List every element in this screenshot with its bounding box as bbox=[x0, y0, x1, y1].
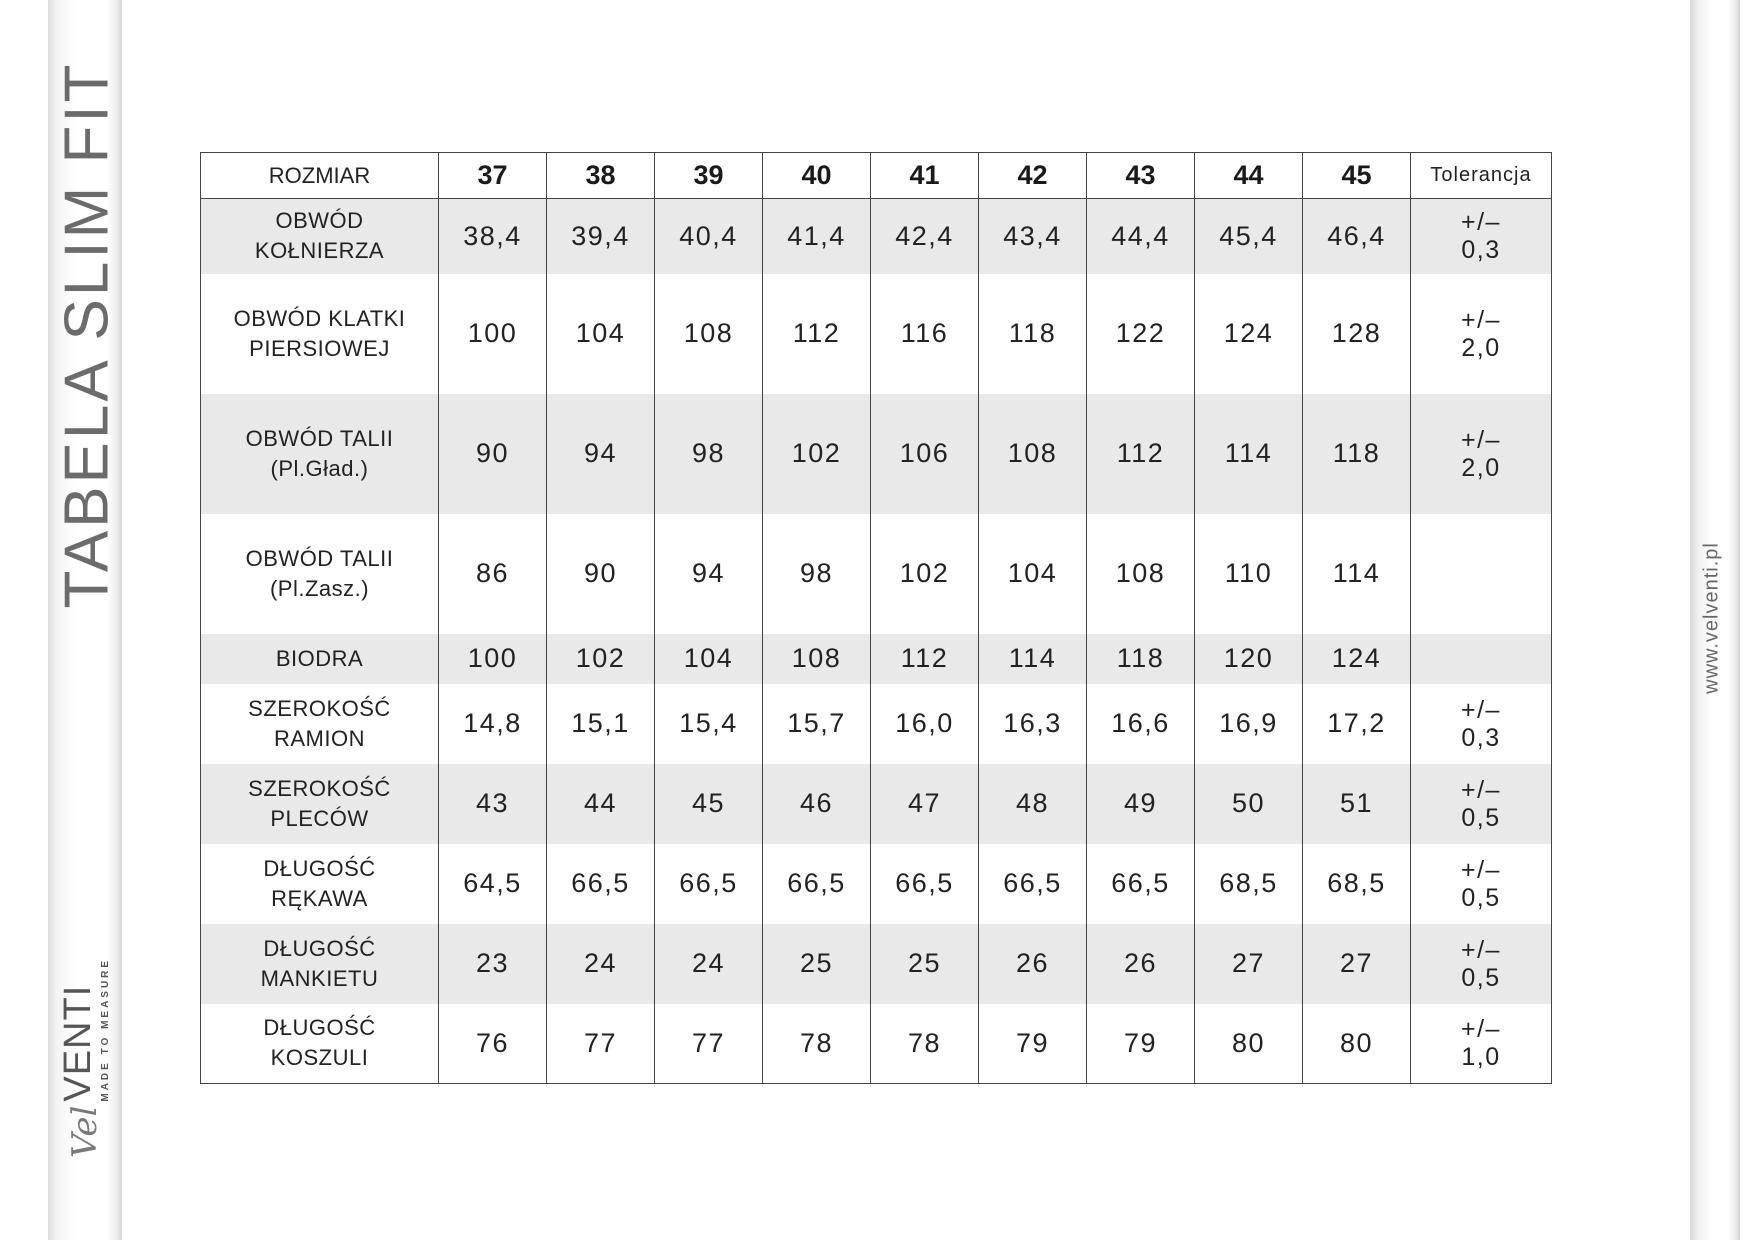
table-header-row bbox=[201, 153, 1552, 199]
logo-brand: VENTI bbox=[57, 984, 99, 1102]
tolerance-line: 2,0 bbox=[1461, 333, 1501, 362]
tolerance-line: +/– bbox=[1461, 208, 1501, 237]
table-row bbox=[201, 634, 1552, 684]
row-label bbox=[201, 684, 439, 764]
size-value-cell: 114 bbox=[979, 634, 1087, 684]
tolerance-line: 0,3 bbox=[1461, 236, 1501, 265]
size-header: 45 bbox=[1303, 153, 1411, 199]
row-label-line: DŁUGOŚĆ bbox=[263, 1015, 376, 1041]
size-value-cell: 42,4 bbox=[871, 199, 979, 274]
size-value-cell: 43,4 bbox=[979, 199, 1087, 274]
size-value-cell: 27 bbox=[1303, 924, 1411, 1004]
size-value-cell: 76 bbox=[439, 1004, 547, 1084]
size-value-cell: 80 bbox=[1303, 1004, 1411, 1084]
website-url: www.velventi.pl bbox=[1700, 542, 1723, 694]
size-value-cell: 38,4 bbox=[439, 199, 547, 274]
tolerance-line: 0,3 bbox=[1461, 723, 1501, 752]
size-value-cell: 100 bbox=[439, 634, 547, 684]
size-value-cell: 66,5 bbox=[979, 844, 1087, 924]
size-value-cell: 104 bbox=[655, 634, 763, 684]
size-value-cell: 68,5 bbox=[1195, 844, 1303, 924]
tolerance-cell bbox=[1411, 274, 1552, 394]
size-value-cell: 112 bbox=[1087, 394, 1195, 514]
size-value-cell: 120 bbox=[1195, 634, 1303, 684]
logo-script: Vel bbox=[65, 1105, 105, 1159]
size-value-cell: 118 bbox=[1303, 394, 1411, 514]
size-value-cell: 112 bbox=[871, 634, 979, 684]
row-label-line: (Pl.Zasz.) bbox=[269, 575, 370, 601]
row-label-line: DŁUGOŚĆ bbox=[263, 935, 376, 961]
size-value-cell: 90 bbox=[439, 394, 547, 514]
size-value-cell: 80 bbox=[1195, 1004, 1303, 1084]
row-label-line: RĘKAWA bbox=[271, 885, 368, 911]
size-value-cell: 77 bbox=[655, 1004, 763, 1084]
size-table bbox=[200, 152, 1552, 1084]
size-value-cell: 66,5 bbox=[871, 844, 979, 924]
size-value-cell: 94 bbox=[655, 514, 763, 634]
tolerance-cell bbox=[1411, 199, 1552, 274]
size-value-cell: 66,5 bbox=[547, 844, 655, 924]
size-value-cell: 24 bbox=[655, 924, 763, 1004]
size-value-cell: 27 bbox=[1195, 924, 1303, 1004]
size-value-cell: 114 bbox=[1195, 394, 1303, 514]
size-value-cell: 41,4 bbox=[763, 199, 871, 274]
size-value-cell: 26 bbox=[979, 924, 1087, 1004]
size-value-cell: 17,2 bbox=[1303, 684, 1411, 764]
row-label-line: OBWÓD TALII bbox=[245, 545, 394, 571]
size-value-cell: 26 bbox=[1087, 924, 1195, 1004]
size-value-cell: 114 bbox=[1303, 514, 1411, 634]
size-value-cell: 124 bbox=[1303, 634, 1411, 684]
size-value-cell: 48 bbox=[979, 764, 1087, 844]
tolerance-line: +/– bbox=[1461, 935, 1501, 964]
size-value-cell: 98 bbox=[763, 514, 871, 634]
table-row bbox=[201, 274, 1552, 394]
size-value-cell: 78 bbox=[871, 1004, 979, 1084]
tolerance-cell bbox=[1411, 924, 1552, 1004]
size-value-cell: 116 bbox=[871, 274, 979, 394]
size-header: 39 bbox=[655, 153, 763, 199]
header-label: ROZMIAR bbox=[201, 153, 439, 199]
table-row bbox=[201, 514, 1552, 634]
row-label-line: SZEROKOŚĆ bbox=[248, 695, 391, 721]
row-label bbox=[201, 844, 439, 924]
size-value-cell: 108 bbox=[979, 394, 1087, 514]
size-value-cell: 124 bbox=[1195, 274, 1303, 394]
size-value-cell: 68,5 bbox=[1303, 844, 1411, 924]
size-value-cell: 16,0 bbox=[871, 684, 979, 764]
size-header: 44 bbox=[1195, 153, 1303, 199]
tolerance-line: 0,5 bbox=[1461, 803, 1501, 832]
size-value-cell: 45,4 bbox=[1195, 199, 1303, 274]
size-header: 38 bbox=[547, 153, 655, 199]
row-label bbox=[201, 514, 439, 634]
size-value-cell: 15,1 bbox=[547, 684, 655, 764]
tolerance-line: +/– bbox=[1461, 305, 1501, 334]
size-header: 41 bbox=[871, 153, 979, 199]
size-value-cell: 104 bbox=[547, 274, 655, 394]
size-value-cell: 106 bbox=[871, 394, 979, 514]
size-value-cell: 49 bbox=[1087, 764, 1195, 844]
page-title: TABELA SLIM FIT bbox=[52, 61, 122, 609]
size-value-cell: 46,4 bbox=[1303, 199, 1411, 274]
row-label-line: RAMION bbox=[274, 725, 365, 751]
size-value-cell: 86 bbox=[439, 514, 547, 634]
size-value-cell: 94 bbox=[547, 394, 655, 514]
size-value-cell: 16,6 bbox=[1087, 684, 1195, 764]
size-value-cell: 108 bbox=[763, 634, 871, 684]
size-value-cell: 90 bbox=[547, 514, 655, 634]
brand-logo bbox=[59, 958, 111, 1158]
size-value-cell: 14,8 bbox=[439, 684, 547, 764]
row-label bbox=[201, 764, 439, 844]
row-label-line: OBWÓD KLATKI bbox=[233, 305, 406, 331]
size-value-cell: 15,4 bbox=[655, 684, 763, 764]
row-label-line: PIERSIOWEJ bbox=[249, 335, 390, 361]
size-value-cell: 40,4 bbox=[655, 199, 763, 274]
row-label-line: OBWÓD bbox=[275, 208, 364, 234]
tolerance-line: 2,0 bbox=[1461, 453, 1501, 482]
row-label-line: (Pl.Gład.) bbox=[270, 455, 369, 481]
row-label bbox=[201, 924, 439, 1004]
row-label-line: BIODRA bbox=[275, 645, 364, 671]
size-value-cell: 102 bbox=[763, 394, 871, 514]
row-label-line: DŁUGOŚĆ bbox=[263, 855, 376, 881]
size-value-cell: 79 bbox=[979, 1004, 1087, 1084]
size-value-cell: 44 bbox=[547, 764, 655, 844]
size-value-cell: 50 bbox=[1195, 764, 1303, 844]
tolerance-cell bbox=[1411, 514, 1552, 634]
table-row bbox=[201, 1004, 1552, 1084]
size-value-cell: 110 bbox=[1195, 514, 1303, 634]
tolerance-line: +/– bbox=[1461, 1015, 1501, 1044]
size-value-cell: 102 bbox=[871, 514, 979, 634]
tolerance-header: Tolerancja bbox=[1411, 153, 1552, 199]
size-value-cell: 43 bbox=[439, 764, 547, 844]
size-header: 42 bbox=[979, 153, 1087, 199]
size-value-cell: 79 bbox=[1087, 1004, 1195, 1084]
size-value-cell: 78 bbox=[763, 1004, 871, 1084]
size-value-cell: 77 bbox=[547, 1004, 655, 1084]
size-value-cell: 118 bbox=[1087, 634, 1195, 684]
size-value-cell: 100 bbox=[439, 274, 547, 394]
row-label bbox=[201, 634, 439, 684]
tolerance-line: +/– bbox=[1461, 855, 1501, 884]
size-value-cell: 24 bbox=[547, 924, 655, 1004]
size-value-cell: 16,3 bbox=[979, 684, 1087, 764]
tolerance-cell bbox=[1411, 634, 1552, 684]
size-value-cell: 44,4 bbox=[1087, 199, 1195, 274]
row-label-line: PLECÓW bbox=[270, 805, 369, 831]
size-value-cell: 16,9 bbox=[1195, 684, 1303, 764]
row-label-line: KOSZULI bbox=[270, 1045, 369, 1071]
tolerance-cell bbox=[1411, 1004, 1552, 1084]
size-value-cell: 46 bbox=[763, 764, 871, 844]
tolerance-cell bbox=[1411, 394, 1552, 514]
tolerance-line: 0,5 bbox=[1461, 883, 1501, 912]
size-value-cell: 15,7 bbox=[763, 684, 871, 764]
size-value-cell: 98 bbox=[655, 394, 763, 514]
size-value-cell: 25 bbox=[763, 924, 871, 1004]
tolerance-line: +/– bbox=[1461, 775, 1501, 804]
size-value-cell: 108 bbox=[655, 274, 763, 394]
tolerance-line: +/– bbox=[1461, 695, 1501, 724]
tolerance-line: +/– bbox=[1461, 425, 1501, 454]
size-value-cell: 118 bbox=[979, 274, 1087, 394]
size-value-cell: 23 bbox=[439, 924, 547, 1004]
size-value-cell: 66,5 bbox=[655, 844, 763, 924]
tolerance-cell bbox=[1411, 764, 1552, 844]
table-row bbox=[201, 199, 1552, 274]
size-header: 37 bbox=[439, 153, 547, 199]
size-value-cell: 39,4 bbox=[547, 199, 655, 274]
size-value-cell: 66,5 bbox=[1087, 844, 1195, 924]
table-row bbox=[201, 924, 1552, 1004]
table-row bbox=[201, 764, 1552, 844]
row-label bbox=[201, 199, 439, 274]
size-value-cell: 25 bbox=[871, 924, 979, 1004]
size-value-cell: 45 bbox=[655, 764, 763, 844]
tolerance-cell bbox=[1411, 844, 1552, 924]
table-body bbox=[201, 199, 1552, 1084]
tolerance-line: 0,5 bbox=[1461, 963, 1501, 992]
size-value-cell: 51 bbox=[1303, 764, 1411, 844]
table-row bbox=[201, 394, 1552, 514]
size-header: 40 bbox=[763, 153, 871, 199]
size-value-cell: 122 bbox=[1087, 274, 1195, 394]
size-value-cell: 112 bbox=[763, 274, 871, 394]
size-value-cell: 102 bbox=[547, 634, 655, 684]
row-label bbox=[201, 274, 439, 394]
row-label-line: OBWÓD TALII bbox=[245, 425, 394, 451]
size-value-cell: 47 bbox=[871, 764, 979, 844]
logo-tagline: MADE TO MEASURE bbox=[100, 957, 111, 1102]
size-value-cell: 108 bbox=[1087, 514, 1195, 634]
size-value-cell: 66,5 bbox=[763, 844, 871, 924]
row-label-line: KOŁNIERZA bbox=[254, 238, 385, 264]
table-row bbox=[201, 844, 1552, 924]
size-value-cell: 128 bbox=[1303, 274, 1411, 394]
size-value-cell: 64,5 bbox=[439, 844, 547, 924]
row-label bbox=[201, 394, 439, 514]
size-header: 43 bbox=[1087, 153, 1195, 199]
tolerance-line: 1,0 bbox=[1461, 1043, 1501, 1072]
row-label-line: MANKIETU bbox=[260, 965, 379, 991]
row-label bbox=[201, 1004, 439, 1084]
table-row bbox=[201, 684, 1552, 764]
size-value-cell: 104 bbox=[979, 514, 1087, 634]
tolerance-cell bbox=[1411, 684, 1552, 764]
row-label-line: SZEROKOŚĆ bbox=[248, 775, 391, 801]
